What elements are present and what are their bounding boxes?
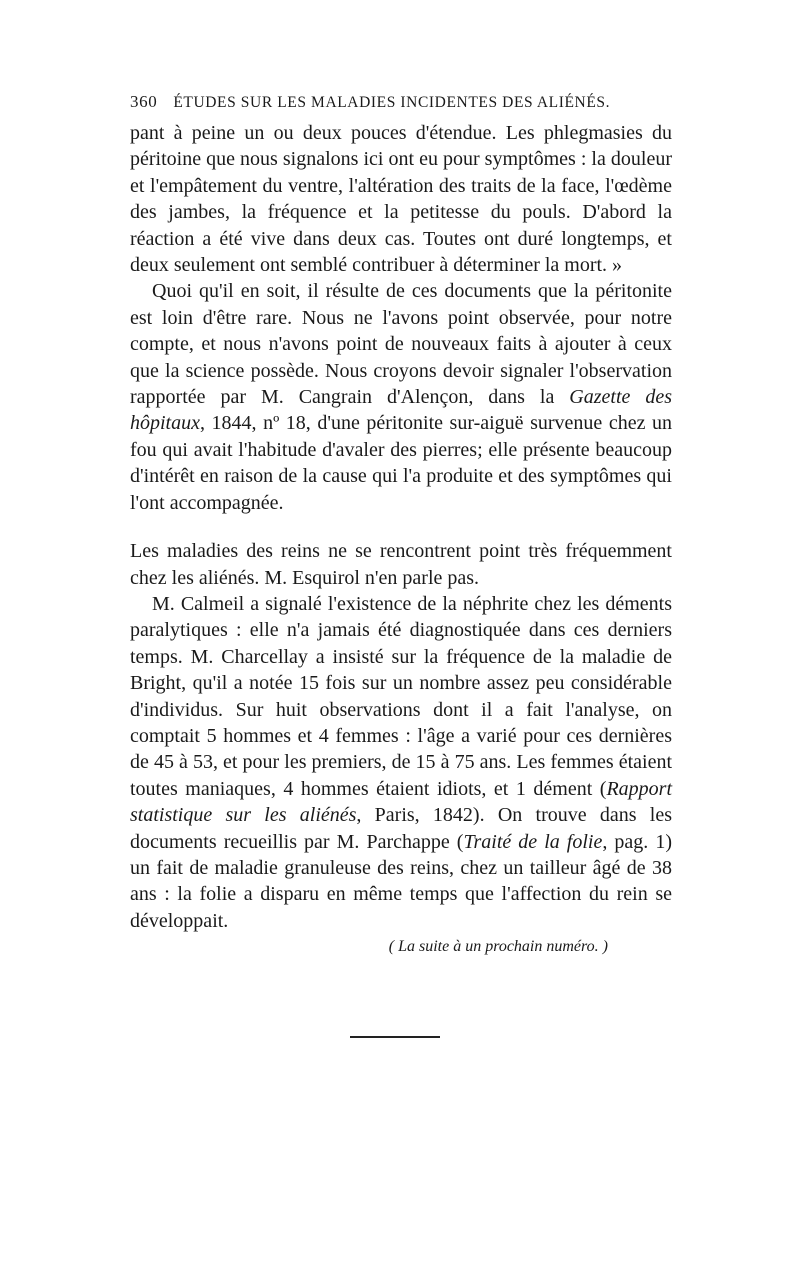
end-rule [350,1036,440,1038]
running-title: ÉTUDES SUR LES MALADIES INCIDENTES DES ALIÉNÉS. [173,94,611,111]
treatise-title: Traité de la folie [463,830,603,853]
paragraph-4-text-a: M. Calmeil a signalé l'existence de la néphrite chez les déments paralytiques : elle n'a jamais été diagnostiquée dans ces derniers temps. M. Charcellay a insisté sur la fréquence de la maladie de Bright, qu'il a notée 15 fois sur un nombre assez peu considérable d'individus. Sur huit observations dont il a fait l'analyse, on comptait 5 hommes et 4 femmes : l'âge a varié pour ces dernières de 45 à 53, et pour les premiers, de 15 à 75 ans. Les femmes étaient toutes maniaques, 4 hommes étaient idiots, et 1 dément ( [130,592,672,800]
paragraph-4 [130,591,672,934]
page [130,92,672,1038]
paragraph-1: pant à peine un ou deux pouces d'étendue. Les phlegmasies du péritoine que nous signalons ici ont eu pour symptômes : la douleur et l'empâtement du ventre, l'altération des traits de la face, l'œdème des jambes, la fréquence et la petitesse du pouls. D'abord la réaction a été vive dans deux cas. Toutes ont duré longtemps, et deux seulement ont semblé contribuer à déterminer la mort. » [130,122,672,277]
paragraph-4-text-c: , pag. 1) un fait de maladie granuleuse des reins, chez un tailleur âgé de 38 ans : la folie a disparu en même temps que l'affection du rein se développait. [130,830,672,932]
report-title: Rapport statistique sur les aliénés [130,777,672,827]
continuation-note: ( La suite à un prochain numéro. ) [388,938,608,956]
paragraph-3: Les maladies des reins ne se rencontrent point très fréquemment chez les aliénés. M. Esquirol n'en parle pas. [130,540,672,589]
paragraph-2 [130,278,672,516]
paragraph-4-text-b: , Paris, 1842). On trouve dans les documents recueillis par M. Parchappe ( [130,804,672,853]
journal-title: Gazette des hôpitaux [130,386,673,435]
paragraph-2-text-a: Quoi qu'il en soit, il résulte de ces documents que la péritonite est loin d'être rare. Nous ne l'avons point observée, pour notre compte, et nous n'avons point de nouveaux faits à ajouter à ceux que la science possède. Nous croyons devoir signaler l'observation rapportée par M. Cangrain d'Alençon, dans la [130,280,672,409]
page-number: 360 [130,92,158,111]
paragraph-2-text-b: , 1844, nº 18, d'une péritonite sur-aiguë survenue chez un fou qui avait l'habitude d'avaler des pierres; elle présente beaucoup d'intérêt en raison de la cause qui l'a produite et des symptômes qui l'ont accompagnée. [130,412,672,514]
section-gap [130,516,672,538]
running-head [130,92,672,112]
